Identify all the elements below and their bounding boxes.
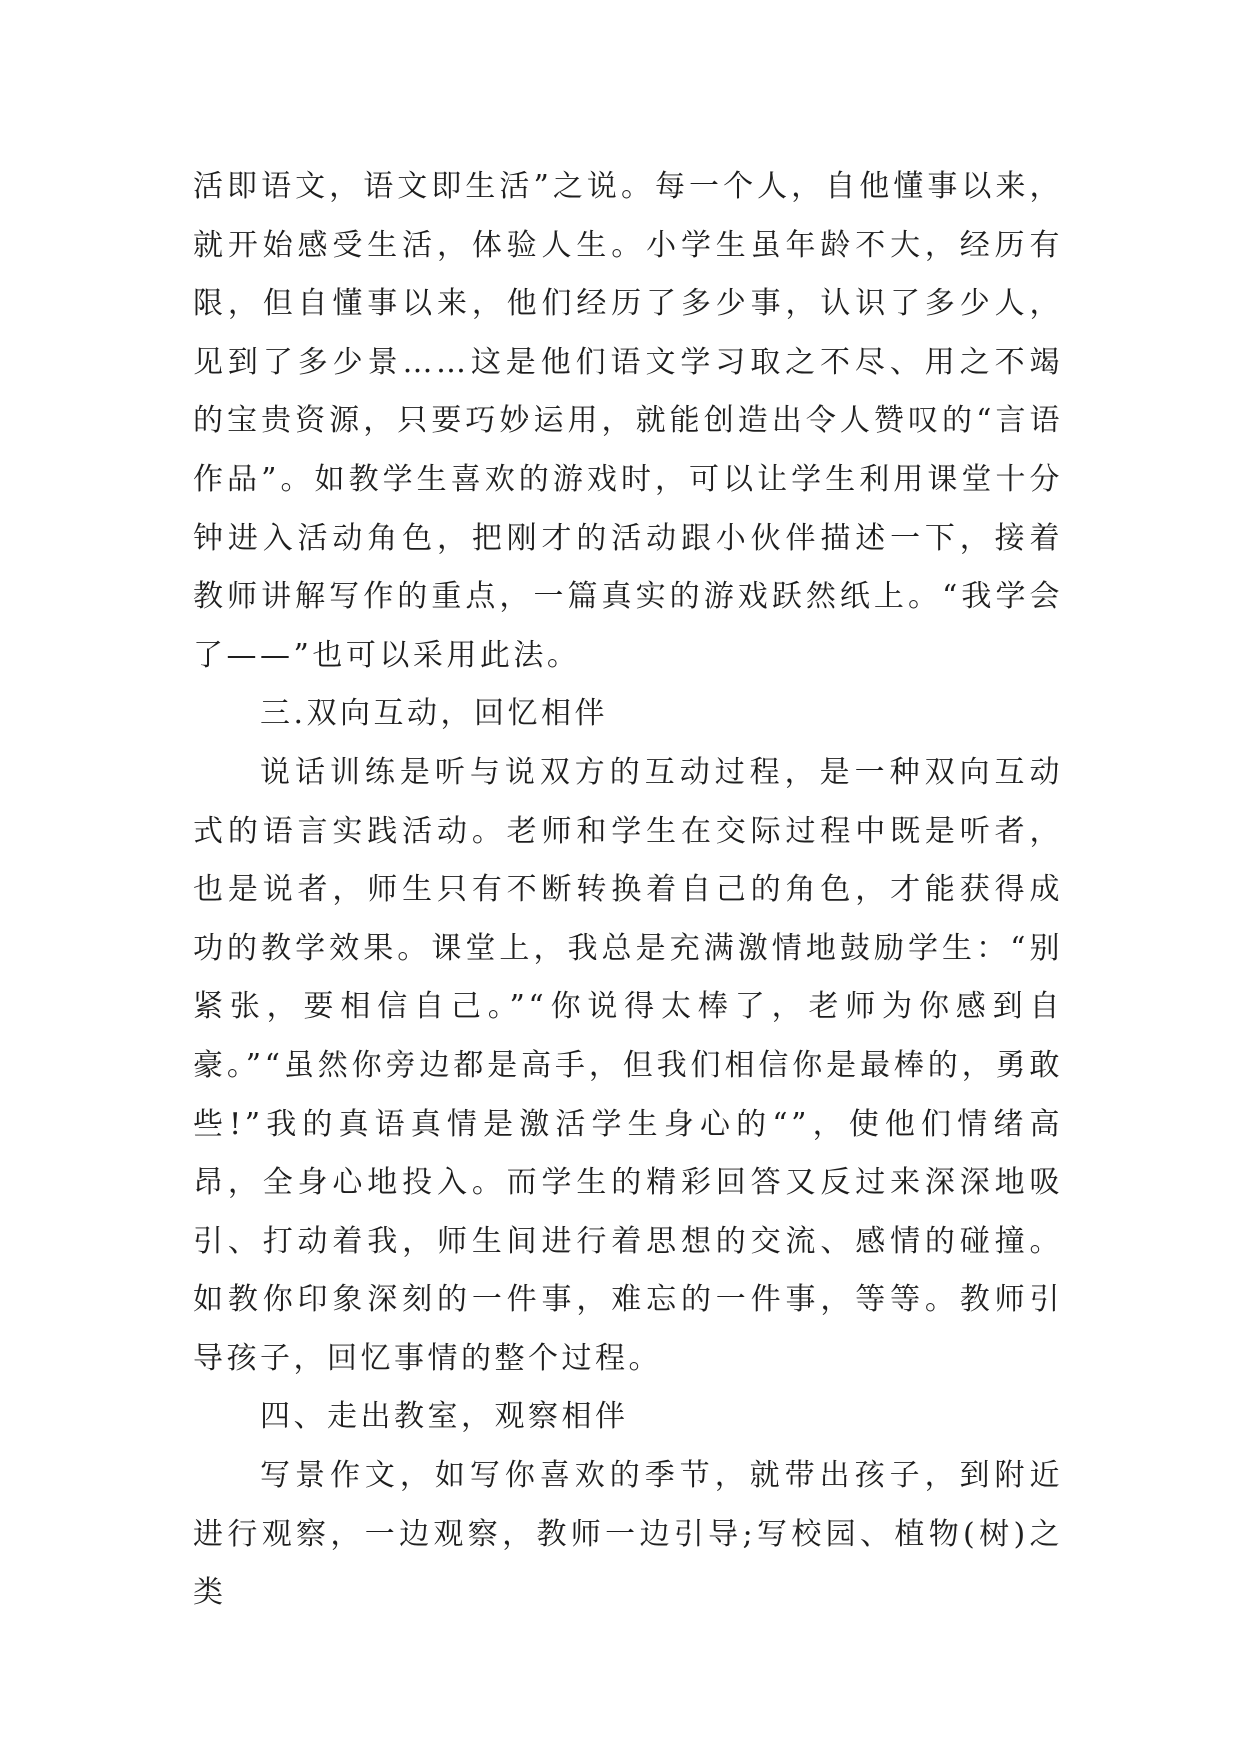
section-heading-four: 四、走出教室，观察相伴 [260,1399,629,1435]
paragraph-observation: 写景作文，如写你喜欢的季节，就带出孩子，到附近进行观察，一边观察，教师一边引导;写校园、植物(树)之类 [193,1458,1063,1611]
body-text [193,158,1063,1623]
section-heading-three: 三.双向互动，回忆相伴 [260,696,609,732]
paragraph-interaction: 说话训练是听与说双方的互动过程，是一种双向互动式的语言实践活动。老师和学生在交际过程中既是听者，也是说者，师生只有不断转换着自己的角色，才能获得成功的教学效果。课堂上，我总是充满激情地鼓励学生：“别紧张，要相信自己。”“你说得太棒了，老师为你感到自豪。”“虽然你旁边都是高手，但我们相信你是最棒的，勇敢些!”我的真语真情是激活学生身心的“”，使他们情绪高昂，全身心地投入。而学生的精彩回答又反过来深深地吸引、打动着我，师生间进行着思想的交流、感情的碰撞。如教你印象深刻的一件事，难忘的一件事，等等。教师引导孩子，回忆事情的整个过程。 [193,754,1063,1376]
paragraph-life-and-language: 活即语文，语文即生活”之说。每一个人，自他懂事以来，就开始感受生活，体验人生。小学生虽年龄不大，经历有限，但自懂事以来，他们经历了多少事，认识了多少人，见到了多少景……这是他们语文学习取之不尽、用之不竭的宝贵资源，只要巧妙运用，就能创造出令人赞叹的“言语作品”。如教学生喜欢的游戏时，可以让学生利用课堂十分钟进入活动角色，把刚才的活动跟小伙伴描述一下，接着教师讲解写作的重点，一篇真实的游戏跃然纸上。“我学会了——”也可以采用此法。 [193,169,1063,673]
